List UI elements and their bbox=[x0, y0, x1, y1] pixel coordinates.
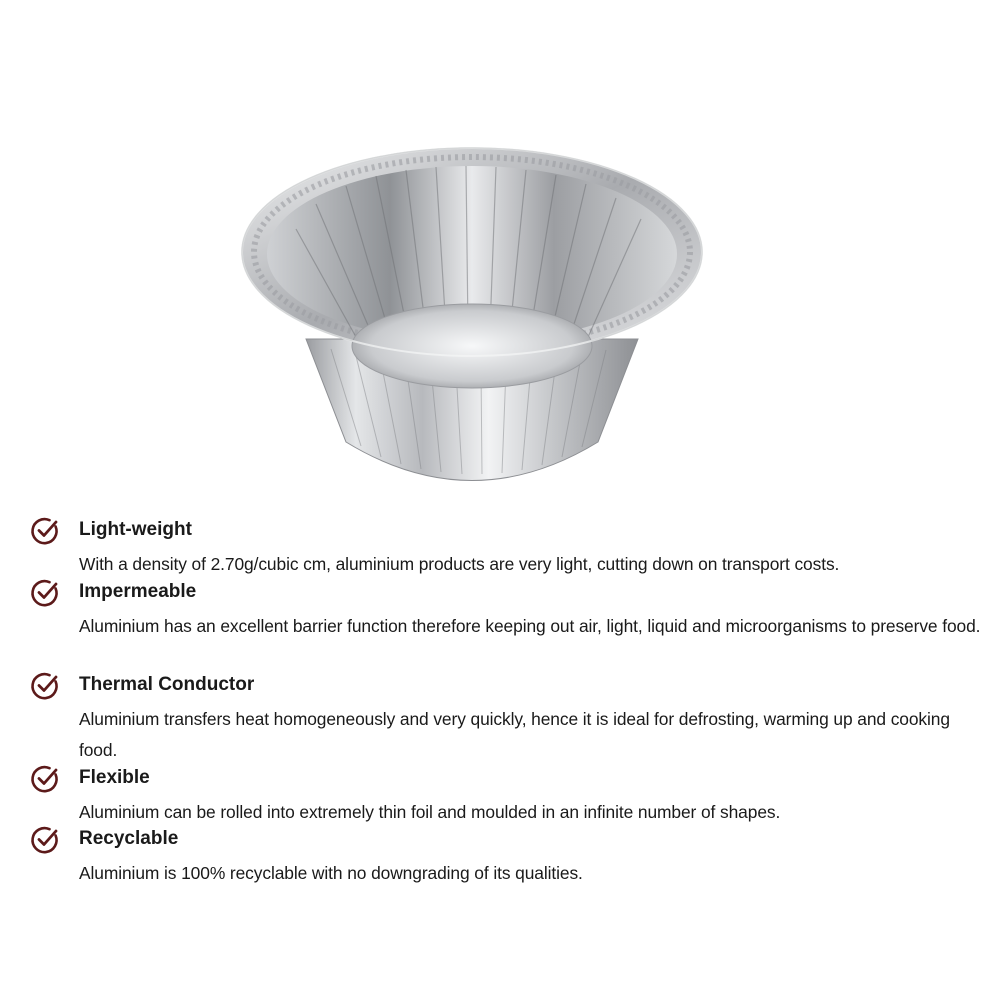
check-circle-icon bbox=[30, 578, 60, 608]
feature-description: With a density of 2.70g/cubic cm, aluminium products are very light, cutting down on transport costs. bbox=[79, 554, 840, 574]
feature-title: Thermal Conductor bbox=[79, 674, 255, 695]
feature-title: Recyclable bbox=[79, 828, 179, 849]
feature-description: Aluminium is 100% recyclable with no downgrading of its qualities. bbox=[79, 863, 583, 883]
foil-cup-image bbox=[236, 124, 708, 496]
feature-recyclable bbox=[30, 819, 990, 889]
feature-thermal-conductor bbox=[30, 665, 990, 758]
check-circle-icon bbox=[30, 825, 60, 855]
feature-light-weight bbox=[30, 510, 990, 572]
check-circle-icon bbox=[30, 516, 60, 546]
feature-title: Light-weight bbox=[79, 519, 192, 540]
features-list bbox=[30, 510, 990, 889]
feature-description: Aluminium can be rolled into extremely thin foil and moulded in an infinite number of shapes. bbox=[79, 802, 781, 822]
feature-title: Flexible bbox=[79, 767, 150, 788]
check-circle-icon bbox=[30, 671, 60, 701]
feature-flexible bbox=[30, 758, 990, 822]
feature-impermeable bbox=[30, 572, 990, 665]
feature-description: Aluminium has an excellent barrier function therefore keeping out air, light, liquid and microorganisms to preserve food. bbox=[79, 616, 981, 636]
feature-description: Aluminium transfers heat homogeneously and very quickly, hence it is ideal for defrosting, warming up and cooking food. bbox=[79, 709, 950, 760]
check-circle-icon bbox=[30, 764, 60, 794]
feature-title: Impermeable bbox=[79, 581, 197, 602]
